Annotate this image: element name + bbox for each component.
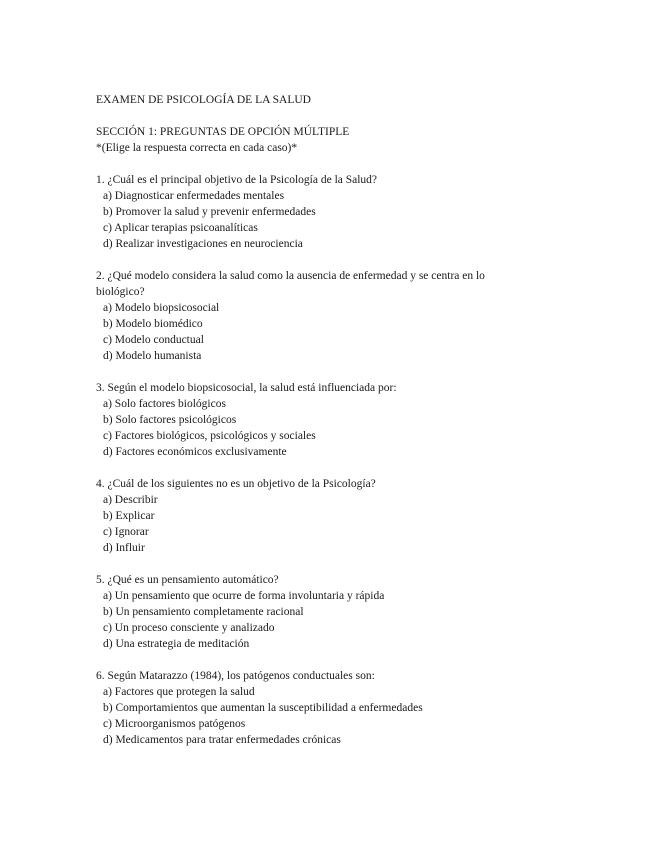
question-text: 1. ¿Cuál es el principal objetivo de la Psicología de la Salud? — [96, 174, 378, 186]
option-d: d) Modelo humanista — [103, 350, 202, 362]
question-1 — [96, 172, 566, 252]
option-c: c) Modelo conductual — [103, 334, 204, 346]
spacer — [96, 460, 566, 476]
spacer — [96, 364, 566, 380]
option-b: b) Modelo biomédico — [103, 318, 203, 330]
question-text: 4. ¿Cuál de los siguientes no es un objetivo de la Psicología? — [96, 478, 376, 490]
option-b: b) Explicar — [103, 510, 155, 522]
spacer — [96, 556, 566, 572]
question-text-line-2: biológico? — [96, 286, 145, 298]
spacer — [96, 252, 566, 268]
option-c: c) Factores biológicos, psicológicos y sociales — [103, 430, 316, 442]
question-5 — [96, 572, 566, 652]
option-c: c) Microorganismos patógenos — [103, 718, 246, 730]
option-b: b) Promover la salud y prevenir enfermedades — [103, 206, 316, 218]
option-a: a) Modelo biopsicosocial — [103, 302, 220, 314]
exam-document — [96, 92, 566, 748]
question-text-line-1: 2. ¿Qué modelo considera la salud como la ausencia de enfermedad y se centra en lo — [96, 270, 485, 282]
option-a: a) Factores que protegen la salud — [103, 686, 255, 698]
option-c: c) Ignorar — [103, 526, 149, 538]
option-b: b) Un pensamiento completamente racional — [103, 606, 304, 618]
question-4 — [96, 476, 566, 556]
section-heading: SECCIÓN 1: PREGUNTAS DE OPCIÓN MÚLTIPLE — [96, 126, 350, 138]
question-2 — [96, 268, 566, 364]
option-d: d) Factores económicos exclusivamente — [103, 446, 287, 458]
option-d: d) Una estrategia de meditación — [103, 638, 250, 650]
section-instruction: *(Elige la respuesta correcta en cada caso)* — [96, 142, 298, 154]
spacer — [96, 108, 566, 124]
option-a: a) Solo factores biológicos — [103, 398, 226, 410]
option-c: c) Aplicar terapias psicoanalíticas — [103, 222, 258, 234]
option-b: b) Solo factores psicológicos — [103, 414, 237, 426]
exam-title: EXAMEN DE PSICOLOGÍA DE LA SALUD — [96, 94, 311, 106]
spacer — [96, 156, 566, 172]
question-3 — [96, 380, 566, 460]
option-c: c) Un proceso consciente y analizado — [103, 622, 275, 634]
question-6 — [96, 668, 566, 748]
question-text: 5. ¿Qué es un pensamiento automático? — [96, 574, 279, 586]
option-d: d) Influir — [103, 542, 145, 554]
option-d: d) Realizar investigaciones en neurociencia — [103, 238, 303, 250]
question-text: 6. Según Matarazzo (1984), los patógenos conductuales son: — [96, 670, 375, 682]
spacer — [96, 652, 566, 668]
option-a: a) Diagnosticar enfermedades mentales — [103, 190, 285, 202]
option-a: a) Un pensamiento que ocurre de forma involuntaria y rápida — [103, 590, 385, 602]
option-a: a) Describir — [103, 494, 158, 506]
option-b: b) Comportamientos que aumentan la susceptibilidad a enfermedades — [103, 702, 423, 714]
option-d: d) Medicamentos para tratar enfermedades crónicas — [103, 734, 341, 746]
question-text: 3. Según el modelo biopsicosocial, la salud está influenciada por: — [96, 382, 397, 394]
